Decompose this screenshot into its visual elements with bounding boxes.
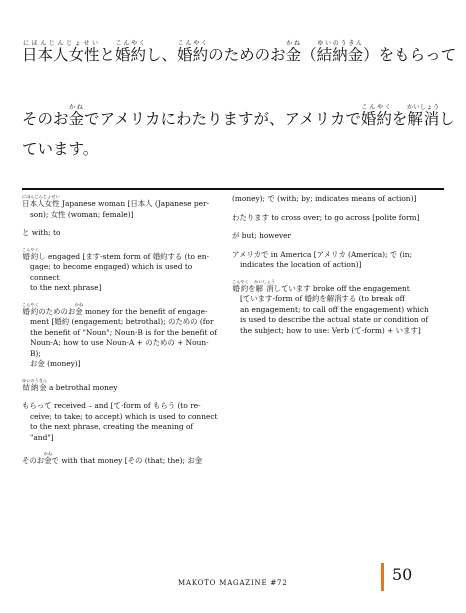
- passage-word: 婚約こんやく: [360, 104, 392, 128]
- glossary-term-text: し: [38, 251, 46, 261]
- glossary-definition-continued: indicates the location of action)]: [240, 260, 362, 269]
- glossary-definition-continued: gage; to become engaged) which is used to connect: [30, 262, 193, 282]
- glossary-term-text: で: [51, 456, 59, 465]
- glossary-entry-main: [22, 401, 218, 412]
- furigana: こんやく: [360, 104, 392, 111]
- glossary-term: [232, 278, 311, 293]
- glossary-term-word: 金かね: [74, 301, 84, 316]
- passage-word: 婚約こんやく: [115, 40, 147, 64]
- glossary-definition: with; to: [31, 228, 61, 237]
- furigana: こんやく: [22, 301, 39, 307]
- glossary-definition: to cross over; to go across [polite form]: [271, 212, 420, 222]
- glossary-definition: with that money [その (that; the); お金: [61, 456, 203, 465]
- passage-text: でアメリカにわたりますが、アメリカで: [84, 110, 361, 128]
- glossary-definition-continued: is used to describe the actual state or condition of: [240, 315, 429, 324]
- glossary-entry: [232, 194, 444, 205]
- furigana: にほんじんじょせい: [22, 194, 60, 199]
- furigana: かいしょう: [254, 278, 276, 284]
- glossary-term: [22, 377, 48, 392]
- furigana: こんやく: [115, 40, 147, 47]
- glossary-column-right: [232, 194, 444, 344]
- glossary-definition: money for the benefit of engage-: [85, 306, 208, 316]
- glossary-entry: [22, 378, 218, 394]
- glossary-definition-continued: ceive; to take; to accept) which is used to connect: [30, 411, 218, 421]
- passage-line-1: [22, 40, 456, 64]
- furigana: かね: [285, 40, 302, 47]
- glossary-definition: a betrothal money: [49, 382, 118, 392]
- glossary-entry: [22, 247, 218, 294]
- glossary-term-text: しています: [273, 283, 311, 293]
- glossary-term-text: わたります: [232, 212, 269, 222]
- glossary-definition-continued: Noun-A; how to use Noun-A + のための + Noun-B);: [30, 338, 209, 358]
- glossary-term-word: 婚約こんやく: [232, 278, 249, 293]
- glossary-entry: [22, 302, 218, 370]
- glossary-entry: [22, 194, 218, 220]
- glossary-term: [22, 401, 52, 410]
- glossary-term: [22, 246, 46, 261]
- glossary-definition-continued: son); 女性 (woman; female)]: [30, 209, 134, 219]
- glossary-entry-main: [22, 451, 218, 467]
- glossary-entry: [232, 279, 444, 337]
- glossary-definition: received – and [て-form of もらう (to re-: [53, 401, 201, 410]
- passage-text: ています。: [22, 140, 99, 158]
- glossary-entry-main: [232, 250, 444, 261]
- glossary-definition: (money); で (with; by; indicates means of action)]: [232, 194, 417, 203]
- glossary-entry: [232, 213, 444, 224]
- glossary-definition-continued: to the next phrase]: [30, 283, 102, 292]
- passage-line-2: [22, 104, 455, 128]
- glossary-definition: engaged [ます-stem form of 婚約する (to en-: [48, 251, 209, 261]
- glossary-definition-continued: お金 (money)]: [30, 359, 81, 368]
- glossary-term: [232, 231, 239, 240]
- glossary-term-word: 婚約こんやく: [22, 301, 39, 316]
- furigana: かね: [68, 104, 85, 111]
- passage-line-3: [22, 142, 98, 158]
- glossary-entry: [232, 231, 444, 242]
- glossary-term-word: 日本人女性にほんじんじょせい: [22, 194, 60, 208]
- glossary-entry: [22, 451, 218, 467]
- passage-word: 金かね: [285, 40, 302, 64]
- passage-text: のためのお: [208, 46, 286, 64]
- glossary-definition-continued: [ています-form of 婚約を解消する (to break off: [240, 294, 405, 303]
- glossary-term-text: を: [248, 283, 256, 293]
- glossary-entry-main: [22, 247, 218, 263]
- glossary-entry-main: [22, 302, 218, 318]
- glossary-entry-main: [22, 228, 218, 239]
- glossary-term: [22, 228, 29, 237]
- glossary-term-text: アメリカで: [232, 249, 269, 259]
- glossary-entry-main: [232, 279, 444, 295]
- glossary-entry: [22, 401, 218, 443]
- glossary-definition-continued: to the next phrase, creating the meaning of "and"]: [30, 422, 194, 442]
- glossary-definition-continued: the subject; how to use: Verb (て-form) + います]: [240, 325, 421, 335]
- glossary-term-word: 金かね: [43, 451, 53, 465]
- glossary-term-text: そのお: [22, 456, 45, 465]
- glossary-definition-continued: the benefit of "Noun"; Noun-B is for the benefit of: [30, 327, 217, 337]
- furigana: ゆいのうきん: [316, 40, 364, 47]
- glossary-definition: broke off the engagement: [312, 283, 410, 293]
- passage-word: 解消かいしょう: [407, 104, 440, 128]
- passage-text: そのお: [22, 110, 69, 128]
- glossary-term-text: もらって: [22, 401, 52, 410]
- passage-text: し: [439, 110, 455, 128]
- glossary-entry: [232, 250, 444, 271]
- furigana: かね: [43, 451, 53, 456]
- glossary-definition-continued: ment [婚約 (engagement; betrothal); のための (for: [30, 317, 214, 326]
- glossary-entry-main: [232, 231, 444, 242]
- passage-text: し、: [146, 46, 178, 64]
- glossary-term-word: 婚約こんやく: [22, 246, 39, 261]
- glossary-entry-main: [232, 194, 444, 205]
- glossary-term: [22, 301, 84, 316]
- passage-text: を: [391, 110, 408, 128]
- glossary-entry: [22, 228, 218, 239]
- furigana: ゆいのうきん: [22, 377, 48, 383]
- glossary-term-text: が: [232, 231, 240, 240]
- glossary-entry-main: [22, 378, 218, 394]
- passage-text: （: [301, 46, 317, 64]
- furigana: にほんじんじょせい: [22, 40, 100, 47]
- passage-word: 金かね: [68, 104, 85, 128]
- glossary-column-left: [22, 194, 218, 475]
- page-accent-bar: [381, 563, 384, 591]
- glossary-term-text: のためのお: [38, 306, 76, 316]
- glossary-term-word: 結納金ゆいのうきん: [22, 377, 48, 392]
- glossary-term-word: 解消かいしょう: [254, 278, 276, 293]
- glossary-definition: in America [アメリカ (America); で (in;: [270, 249, 413, 259]
- glossary-term: [232, 213, 269, 222]
- glossary-definition-continued: an engagement; to call off the engagement) which: [240, 304, 429, 314]
- passage-word: 結納金ゆいのうきん: [316, 40, 364, 64]
- magazine-title: MAKOTO MAGAZINE #72: [178, 579, 288, 587]
- glossary-term: [22, 451, 59, 465]
- furigana: かね: [74, 301, 84, 307]
- glossary-term-text: と: [22, 228, 30, 237]
- passage-text: と: [99, 46, 116, 64]
- page-number: 50: [392, 565, 413, 584]
- furigana: こんやく: [232, 278, 249, 284]
- glossary-definition: Japanese woman [日本人 (Japanese per-: [61, 199, 210, 208]
- passage-word: 婚約こんやく: [177, 40, 209, 64]
- glossary-entry-main: [22, 194, 218, 210]
- section-divider: [22, 188, 444, 190]
- glossary-term: [22, 194, 60, 208]
- glossary-entry-main: [232, 213, 444, 224]
- glossary-definition: but; however: [241, 231, 292, 240]
- furigana: こんやく: [177, 40, 209, 47]
- furigana: かいしょう: [407, 104, 440, 111]
- glossary-term: [232, 250, 268, 259]
- furigana: こんやく: [22, 246, 39, 252]
- passage-word: 日本人女性にほんじんじょせい: [22, 40, 100, 64]
- passage-text: ）をもらって: [363, 46, 457, 64]
